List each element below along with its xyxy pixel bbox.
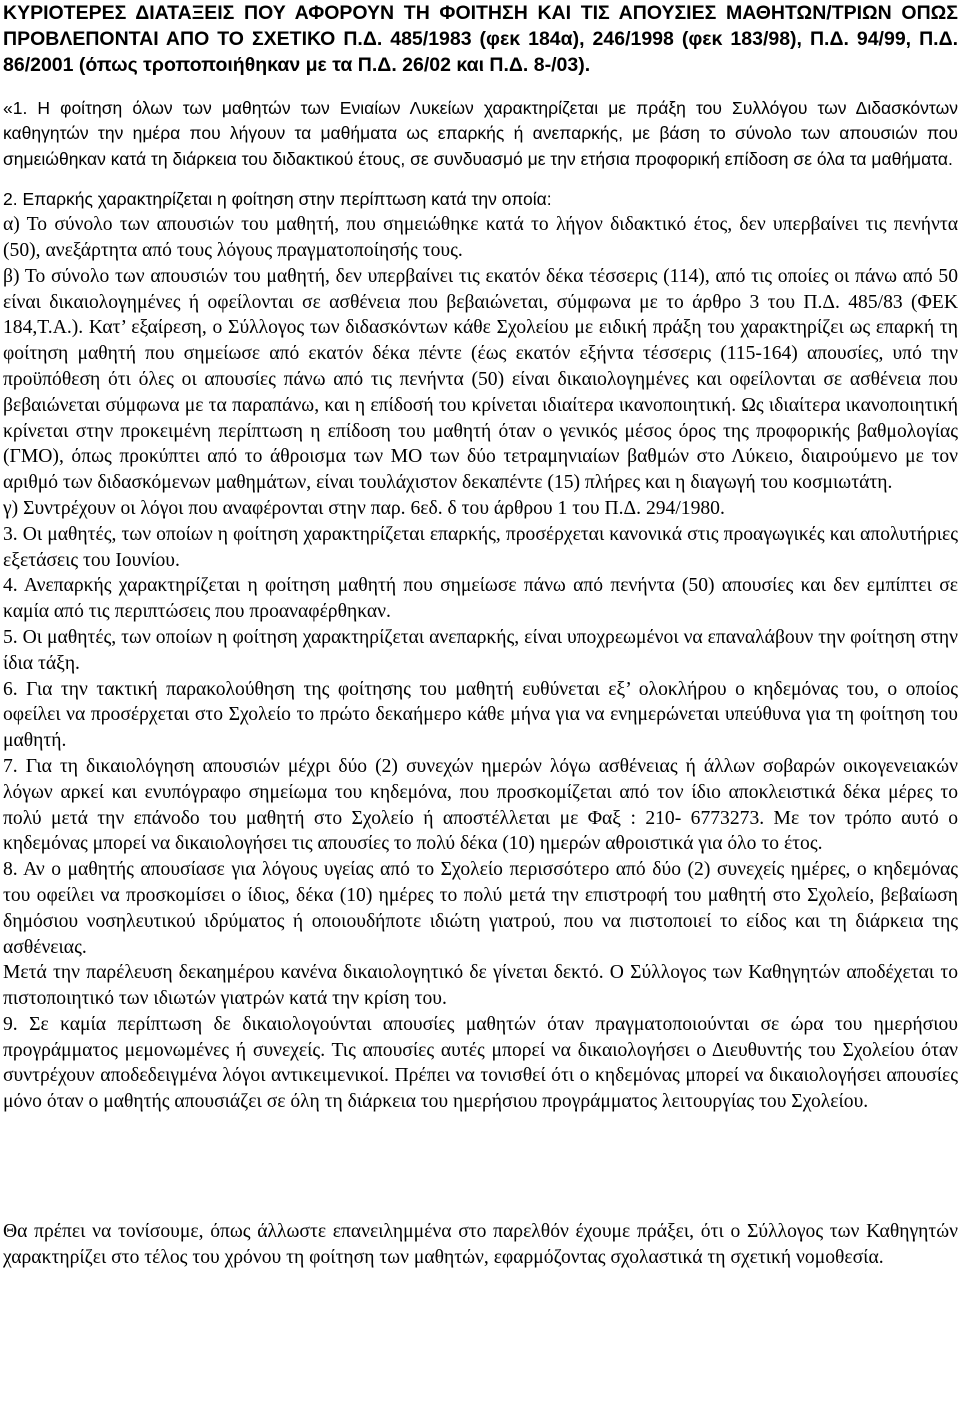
document-title: ΚΥΡΙΟΤΕΡΕΣ ΔΙΑΤΑΞΕΙΣ ΠΟΥ ΑΦΟΡΟΥΝ ΤΗ ΦΟΙΤΗΣΗ ΚΑΙ ΤΙΣ ΑΠΟΥΣΙΕΣ ΜΑΘΗΤΩΝ/ΤΡΙΩΝ ΟΠΩΣ ΠΡΟΒΛΕΠΟΝΤΑΙ ΑΠΟ ΤΟ ΣΧΕΤΙΚΟ Π.Δ. 485/1983 (φεκ 184α), 246/1998 (φεκ 183/98), Π.Δ. 94/99, Π.Δ. 86/2001 (όπως τροποποιήθηκαν με τα Π.Δ. 26/02 και Π.Δ. 8-/03). — [3, 2, 958, 76]
paragraph-2-intro: 2. Επαρκής χαρακτηρίζεται η φοίτηση στην περίπτωση κατά την οποία: — [3, 188, 552, 209]
paragraph-5: 5. Οι μαθητές, των οποίων η φοίτηση χαρακτηρίζεται ανεπαρκής, είναι υποχρεωμένοι να επαναλάβουν την φοίτηση στην ίδια τάξη. — [3, 626, 958, 674]
closing-paragraph: Θα πρέπει να τονίσουμε, όπως άλλωστε επανειλημμένα στο παρελθόν έχουμε πράξει, ότι ο Σύλλογος των Καθηγητών χαρακτηρίζει στο τέλος του χρόνου τη φοίτηση των μαθητών, εφαρμόζοντας σχολαστικά τη σχετική νομοθεσία. — [3, 1221, 958, 1268]
paragraph-9: 9. Σε καμία περίπτωση δε δικαιολογούνται απουσίες μαθητών όταν πραγματοποιούνται σε ώρα του ημερήσιου προγράμματος μεμονωμένες ή συνεχείς. Τις απουσίες αυτές μπορεί να δικαιολογήσει ο Διευθυντής του Σχολείου όταν συντρέχουν αποδεδειγμένα λόγοι αντικειμενικοί. Πρέπει να τονισθεί ότι ο κηδεμόνας μπορεί να δικαιολογήσει απουσίες μόνο όταν ο μαθητής απουσιάζει σε όλη τη διάρκεια του ημερήσιου προγράμματος λειτουργίας του Σχολείου. — [3, 1013, 958, 1113]
paragraph-6: 6. Για την τακτική παρακολούθηση της φοίτησης του μαθητή ευθύνεται εξ’ ολοκλήρου ο κηδεμόνας του, ο οποίος οφείλει να προσέρχεται στο Σχολείο το πρώτο δεκαήμερο κάθε μήνα για να ενημερώνεται υπεύθυνα για τη φοίτηση του μαθητή. — [3, 678, 958, 752]
paragraph-4: 4. Ανεπαρκής χαρακτηρίζεται η φοίτηση μαθητή που σημείωσε πάνω από πενήντα (50) απουσίες και δεν εμπίπτει σε καμία από τις περιπτώσεις που προαναφέρθηκαν. — [3, 575, 958, 623]
paragraph-1: «1. Η φοίτηση όλων των μαθητών των Ενιαίων Λυκείων χαρακτηρίζεται με πράξη του Συλλόγου των Διδασκόντων καθηγητών την ημέρα που λήγουν τα μαθήματα ως επαρκής ή ανεπαρκής, με βάση το σύνολο των απουσιών που σημειώθηκαν κατά τη διάρκεια του διδακτικού έτους, σε συνδυασμό με την ετήσια προφορική επίδοση σε όλα τα μαθήματα. — [3, 98, 958, 169]
paragraph-8: 8. Αν ο μαθητής απουσίασε για λόγους υγείας από το Σχολείο περισσότερο από δύο (2) συνεχείς ημέρες, ο κηδεμόνας του οφείλει να προσκομίσει ο ίδιος, δέκα (10) ημέρες το πολύ μετά την επιστροφή του μαθητή στο Σχολείο, βεβαίωση δημόσιου νοσηλευτικού ιδρύματος ή οποιουδήποτε ιδιώτη γιατρού, που να πιστοποιεί το είδος και τη διάρκεια της ασθένειας. — [3, 859, 958, 958]
paragraph-7: 7. Για τη δικαιολόγηση απουσιών μέχρι δύο (2) συνεχών ημερών λόγω ασθένειας ή άλλων σοβαρών οικογενειακών λόγων αρκεί και ενυπόγραφο σημείωμα του κηδεμόνα, που προσκομίζεται από τον ίδιο αποκλειστικά δέκα μέρες το πολύ μετά την επάνοδο του μαθητή στο Σχολείο ή αποστέλλεται με Φαξ : 210- 6773273. Με τον τρόπο αυτό ο κηδεμόνας μπορεί να δικαιολογήσει τις απουσίες το πολύ δέκα (10) ημερών αθροιστικά για όλο το έτος. — [3, 755, 958, 855]
paragraph-8-b: Μετά την παρέλευση δεκαημέρου κανένα δικαιολογητικό δε γίνεται δεκτό. Ο Σύλλογος των Καθηγητών αποδέχεται το πιστοποιητικό των ιδιωτών γιατρών κατά την κρίση του. — [3, 962, 958, 1010]
paragraph-2-c: γ) Συντρέχουν οι λόγοι που αναφέρονται στην παρ. 6εδ. δ του άρθρου 1 του Π.Δ. 294/1980. — [3, 497, 725, 519]
paragraph-2-a: α) Το σύνολο των απουσιών του μαθητή, που σημειώθηκε κατά το λήγον διδακτικό έτος, δεν υπερβαίνει τις πενήντα (50), ανεξάρτητα από τους λόγους πραγματοποίησής τους. — [3, 214, 958, 261]
paragraph-2-b: β) Το σύνολο των απουσιών του μαθητή, δεν υπερβαίνει τις εκατόν δέκα τέσσερις (114), από τις οποίες οι πάνω από 50 είναι δικαιολογημένες ή οφείλονται σε ασθένεια που βεβαιώνεται, σύμφωνα με το άρθρο 3 του Π.Δ. 485/83 (ΦΕΚ 184,Τ.Α.). Κατ’ εξαίρεση, ο Σύλλογος των διδασκόντων κάθε Σχολείου με ειδική πράξη του χαρακτηρίζει ως επαρκή τη φοίτηση μαθητή που σημείωσε από εκατόν δέκα πέντε (έως εκατόν εξήντα τέσσερις (115-164) απουσίες, υπό την προϋπόθεση ότι όλες οι απουσίες πάνω από τις πενήντα (50) είναι δικαιολογημένες και οφείλονται σε ασθένεια που βεβαιώνεται σύμφωνα με τα παραπάνω, και η επίδοσή του κρίνεται ιδιαίτερα ικανοποιητική. Ως ιδιαίτερα ικανοποιητική κρίνεται στην προκειμένη περίπτωση η επίδοση του μαθητή όταν ο γενικός μέσος όρος της προφορικής βαθμολογίας (ΓΜΟ), όπως προκύπτει από το άθροισμα των ΜΟ των δύο τετραμηνιαίων βαθμών στο Λύκειο, διαιρούμενο με τον αριθμό των διδασκόμενων μαθημάτων, είναι τουλάχιστον δεκαπέντε (15) πλήρες και η διαγωγή του κοσμιωτάτη. — [3, 265, 958, 494]
paragraph-3: 3. Οι μαθητές, των οποίων η φοίτηση χαρακτηρίζεται επαρκής, προσέρχεται κανονικά στις προαγωγικές και απολυτήριες εξετάσεις του Ιουνίου. — [3, 523, 958, 571]
